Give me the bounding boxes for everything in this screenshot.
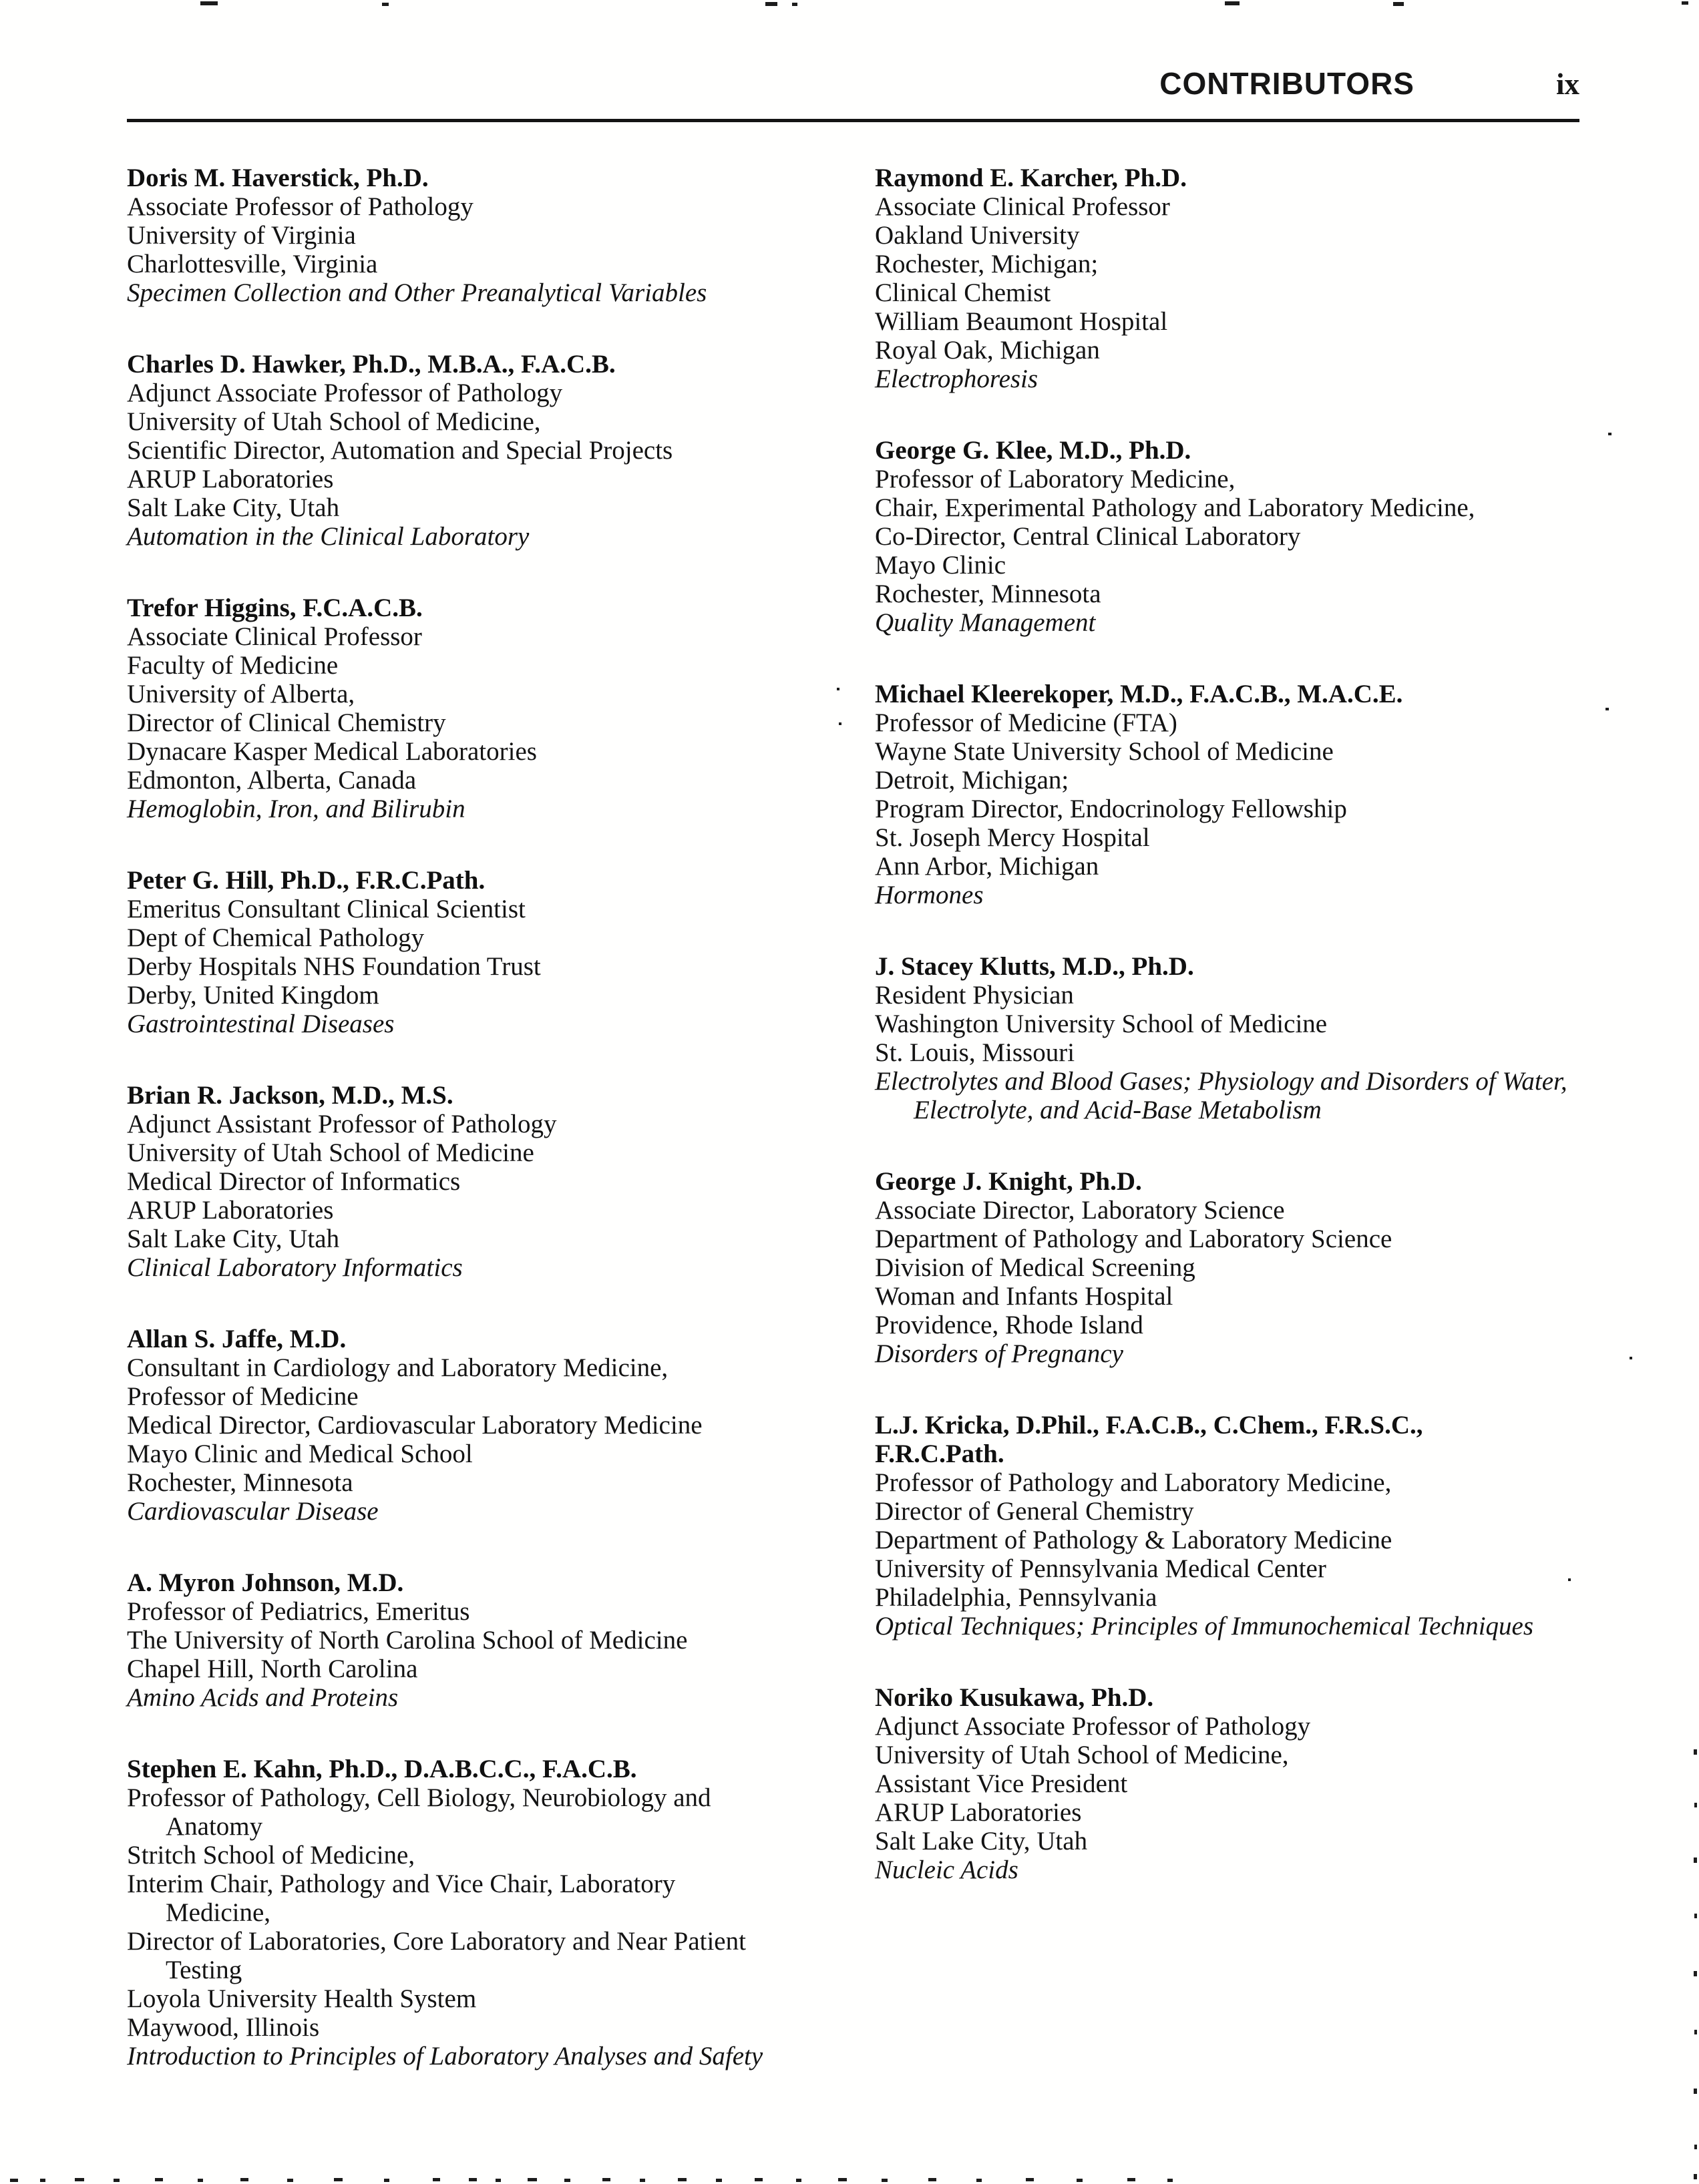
noise-mark bbox=[716, 2179, 722, 2182]
chapter-title: Electrolytes and Blood Gases; Physiology and Disorders of Water, bbox=[875, 1067, 1567, 1096]
chapter-title: Electrophoresis bbox=[875, 365, 1039, 393]
affiliation-line: University of Virginia bbox=[127, 221, 356, 250]
affiliation-line: Charlottesville, Virginia bbox=[127, 250, 378, 278]
noise-mark bbox=[796, 2179, 801, 2182]
chapter-title: Amino Acids and Proteins bbox=[127, 1683, 399, 1712]
affiliation-line: Chapel Hill, North Carolina bbox=[127, 1655, 418, 1683]
noise-mark bbox=[839, 722, 841, 725]
contributor-name: Noriko Kusukawa, Ph.D. bbox=[875, 1683, 1154, 1712]
affiliation-line: University of Pennsylvania Medical Center bbox=[875, 1554, 1326, 1583]
noise-mark bbox=[496, 2179, 501, 2182]
affiliation-line: St. Louis, Missouri bbox=[875, 1038, 1075, 1067]
chapter-title: Nucleic Acids bbox=[875, 1855, 1018, 1884]
noise-mark bbox=[114, 2179, 120, 2182]
affiliation-line: Woman and Infants Hospital bbox=[875, 1282, 1173, 1311]
affiliation-line: Co-Director, Central Clinical Laboratory bbox=[875, 522, 1301, 551]
contributor-name: George J. Knight, Ph.D. bbox=[875, 1167, 1142, 1196]
contributor-entry bbox=[875, 952, 1659, 1124]
noise-mark bbox=[528, 2178, 537, 2181]
noise-mark bbox=[240, 2178, 248, 2181]
noise-mark bbox=[1694, 1914, 1697, 1918]
noise-mark bbox=[765, 2, 777, 6]
affiliation-line: Salt Lake City, Utah bbox=[127, 1225, 340, 1253]
noise-mark bbox=[433, 2178, 440, 2181]
contributor-entry bbox=[875, 164, 1659, 393]
affiliation-line: Adjunct Assistant Professor of Pathology bbox=[127, 1110, 557, 1138]
affiliation-line: Associate Professor of Pathology bbox=[127, 192, 474, 221]
noise-mark bbox=[838, 2178, 847, 2181]
affiliation-line: Rochester, Michigan; bbox=[875, 250, 1099, 278]
noise-mark bbox=[1682, 1, 1688, 5]
affiliation-line: Rochester, Minnesota bbox=[875, 580, 1101, 608]
contributor-name: Raymond E. Karcher, Ph.D. bbox=[875, 164, 1187, 192]
noise-mark bbox=[287, 2179, 293, 2182]
contributor-entry bbox=[127, 1325, 875, 1526]
chapter-title: Clinical Laboratory Informatics bbox=[127, 1253, 463, 1282]
contributor-entry bbox=[127, 1755, 875, 2070]
chapter-title: Quality Management bbox=[875, 608, 1096, 637]
affiliation-line: William Beaumont Hospital bbox=[875, 307, 1168, 336]
contributor-name: George G. Klee, M.D., Ph.D. bbox=[875, 436, 1191, 465]
contributor-name: L.J. Kricka, D.Phil., F.A.C.B., C.Chem., F.R.S.C., bbox=[875, 1411, 1423, 1440]
chapter-title: Hemoglobin, Iron, and Bilirubin bbox=[127, 795, 465, 823]
contributor-name: J. Stacey Klutts, M.D., Ph.D. bbox=[875, 952, 1194, 981]
noise-mark bbox=[10, 2179, 18, 2182]
contributor-entry bbox=[875, 1411, 1659, 1641]
noise-mark bbox=[1225, 1, 1240, 5]
affiliation-line: Consultant in Cardiology and Laboratory Medicine, bbox=[127, 1353, 669, 1382]
contributor-entry bbox=[127, 350, 875, 551]
noise-mark bbox=[200, 1, 218, 5]
affiliation-line: Anatomy bbox=[166, 1812, 263, 1841]
contributor-entry bbox=[127, 866, 875, 1038]
affiliation-line: Maywood, Illinois bbox=[127, 2013, 320, 2042]
affiliation-line: Salt Lake City, Utah bbox=[127, 493, 340, 522]
column-left bbox=[127, 164, 875, 2113]
noise-mark bbox=[1694, 1971, 1697, 1976]
noise-mark bbox=[1393, 2, 1404, 6]
chapter-title: Cardiovascular Disease bbox=[127, 1497, 379, 1526]
affiliation-line: Professor of Medicine (FTA) bbox=[875, 708, 1177, 737]
contributor-entry bbox=[875, 436, 1659, 637]
noise-mark bbox=[1694, 2145, 1697, 2149]
contributor-name: Trefor Higgins, F.C.A.C.B. bbox=[127, 594, 423, 622]
affiliation-line: Adjunct Associate Professor of Pathology bbox=[875, 1712, 1311, 1741]
chapter-title: Optical Techniques; Principles of Immunochemical Techniques bbox=[875, 1612, 1534, 1641]
affiliation-line: Director of Clinical Chemistry bbox=[127, 708, 446, 737]
affiliation-line: Edmonton, Alberta, Canada bbox=[127, 766, 417, 795]
noise-mark bbox=[640, 2179, 645, 2182]
affiliation-line: ARUP Laboratories bbox=[127, 1196, 334, 1225]
noise-mark bbox=[1026, 2178, 1034, 2181]
contributor-entry bbox=[875, 1683, 1659, 1884]
page-header bbox=[127, 0, 1579, 101]
affiliation-line: Washington University School of Medicine bbox=[875, 1010, 1328, 1038]
noise-mark bbox=[384, 2179, 389, 2182]
noise-mark bbox=[469, 2178, 477, 2181]
contributor-name: F.R.C.Path. bbox=[875, 1440, 1004, 1468]
noise-mark bbox=[1606, 708, 1609, 710]
noise-mark bbox=[1694, 1858, 1697, 1863]
affiliation-line: Medical Director of Informatics bbox=[127, 1167, 461, 1196]
affiliation-line: Derby Hospitals NHS Foundation Trust bbox=[127, 952, 541, 981]
affiliation-line: Professor of Medicine bbox=[127, 1382, 359, 1411]
noise-mark bbox=[1608, 433, 1612, 435]
affiliation-line: University of Utah School of Medicine, bbox=[127, 407, 541, 436]
contributor-name: A. Myron Johnson, M.D. bbox=[127, 1568, 404, 1597]
contributor-name: Doris M. Haverstick, Ph.D. bbox=[127, 164, 429, 192]
affiliation-line: Faculty of Medicine bbox=[127, 651, 339, 680]
noise-mark bbox=[1077, 2179, 1083, 2182]
affiliation-line: Associate Clinical Professor bbox=[127, 622, 422, 651]
affiliation-line: The University of North Carolina School of Medicine bbox=[127, 1626, 688, 1655]
affiliation-line: Department of Pathology and Laboratory Science bbox=[875, 1225, 1392, 1253]
affiliation-line: Scientific Director, Automation and Special Projects bbox=[127, 436, 673, 465]
affiliation-line: Division of Medical Screening bbox=[875, 1253, 1195, 1282]
noise-mark bbox=[564, 2179, 570, 2182]
affiliation-line: Derby, United Kingdom bbox=[127, 981, 379, 1010]
affiliation-line: Chair, Experimental Pathology and Laboratory Medicine, bbox=[875, 493, 1475, 522]
affiliation-line: Mayo Clinic and Medical School bbox=[127, 1440, 473, 1468]
affiliation-line: Rochester, Minnesota bbox=[127, 1468, 353, 1497]
chapter-title: Gastrointestinal Diseases bbox=[127, 1010, 395, 1038]
affiliation-line: Providence, Rhode Island bbox=[875, 1311, 1143, 1339]
affiliation-line: Detroit, Michigan; bbox=[875, 766, 1069, 795]
affiliation-line: Assistant Vice President bbox=[875, 1769, 1128, 1798]
affiliation-line: Director of General Chemistry bbox=[875, 1497, 1194, 1526]
affiliation-line: University of Utah School of Medicine bbox=[127, 1138, 534, 1167]
contributor-entry bbox=[875, 680, 1659, 909]
noise-mark bbox=[1694, 1749, 1697, 1755]
noise-mark bbox=[334, 2178, 343, 2181]
columns-container bbox=[0, 164, 1699, 2113]
contributor-entry bbox=[127, 1568, 875, 1712]
affiliation-line: Interim Chair, Pathology and Vice Chair, Laboratory bbox=[127, 1870, 676, 1898]
affiliation-line: Loyola University Health System bbox=[127, 1984, 477, 2013]
noise-mark bbox=[1127, 2178, 1135, 2181]
page-title: CONTRIBUTORS bbox=[1159, 66, 1414, 101]
affiliation-line: Mayo Clinic bbox=[875, 551, 1006, 580]
affiliation-line: Oakland University bbox=[875, 221, 1080, 250]
noise-mark bbox=[1694, 2089, 1697, 2094]
contributor-entry bbox=[127, 594, 875, 823]
affiliation-line: University of Alberta, bbox=[127, 680, 355, 708]
contributor-name: Charles D. Hawker, Ph.D., M.B.A., F.A.C.B. bbox=[127, 350, 616, 379]
affiliation-line: Emeritus Consultant Clinical Scientist bbox=[127, 895, 526, 923]
affiliation-line: University of Utah School of Medicine, bbox=[875, 1741, 1289, 1769]
affiliation-line: Professor of Pathology and Laboratory Medicine, bbox=[875, 1468, 1392, 1497]
affiliation-line: Wayne State University School of Medicine bbox=[875, 737, 1334, 766]
noise-mark bbox=[928, 2178, 936, 2181]
affiliation-line: Professor of Pathology, Cell Biology, Neurobiology and bbox=[127, 1783, 711, 1812]
chapter-title: Automation in the Clinical Laboratory bbox=[127, 522, 530, 551]
affiliation-line: Director of Laboratories, Core Laboratory and Near Patient bbox=[127, 1927, 746, 1956]
chapter-title: Electrolyte, and Acid-Base Metabolism bbox=[914, 1096, 1322, 1124]
chapter-title: Disorders of Pregnancy bbox=[875, 1339, 1123, 1368]
affiliation-line: Testing bbox=[166, 1956, 242, 1984]
noise-mark bbox=[837, 688, 839, 690]
affiliation-line: Stritch School of Medicine, bbox=[127, 1841, 415, 1870]
noise-mark bbox=[602, 2178, 610, 2181]
affiliation-line: Department of Pathology & Laboratory Medicine bbox=[875, 1526, 1392, 1554]
noise-mark bbox=[1167, 2179, 1173, 2182]
affiliation-line: Resident Physician bbox=[875, 981, 1074, 1010]
contributor-name: Brian R. Jackson, M.D., M.S. bbox=[127, 1081, 453, 1110]
affiliation-line: Royal Oak, Michigan bbox=[875, 336, 1100, 365]
affiliation-line: ARUP Laboratories bbox=[875, 1798, 1082, 1827]
contributor-entry bbox=[875, 1167, 1659, 1368]
contributor-name: Michael Kleerekoper, M.D., F.A.C.B., M.A.C.E. bbox=[875, 680, 1403, 708]
noise-mark bbox=[1694, 1803, 1697, 1807]
affiliation-line: Adjunct Associate Professor of Pathology bbox=[127, 379, 563, 407]
chapter-title: Specimen Collection and Other Preanalytical Variables bbox=[127, 278, 707, 307]
affiliation-line: Professor of Laboratory Medicine, bbox=[875, 465, 1236, 493]
noise-mark bbox=[1630, 1357, 1632, 1359]
affiliation-line: ARUP Laboratories bbox=[127, 465, 334, 493]
affiliation-line: Program Director, Endocrinology Fellowship bbox=[875, 795, 1347, 823]
chapter-title: Hormones bbox=[875, 881, 984, 909]
header-rule bbox=[127, 119, 1579, 122]
affiliation-line: Clinical Chemist bbox=[875, 278, 1051, 307]
chapter-title: Introduction to Principles of Laboratory Analyses and Safety bbox=[127, 2042, 763, 2070]
noise-mark bbox=[382, 3, 389, 6]
contributor-entry bbox=[127, 164, 875, 307]
affiliation-line: Medical Director, Cardiovascular Laboratory Medicine bbox=[127, 1411, 703, 1440]
noise-mark bbox=[198, 2179, 203, 2182]
affiliation-line: Salt Lake City, Utah bbox=[875, 1827, 1088, 1855]
column-right bbox=[875, 164, 1659, 2113]
noise-mark bbox=[1568, 1578, 1571, 1581]
noise-mark bbox=[755, 2178, 763, 2181]
affiliation-line: Associate Director, Laboratory Science bbox=[875, 1196, 1285, 1225]
contributor-entry bbox=[127, 1081, 875, 1282]
noise-mark bbox=[1694, 2030, 1697, 2034]
noise-mark bbox=[678, 2178, 687, 2181]
affiliation-line: Associate Clinical Professor bbox=[875, 192, 1170, 221]
affiliation-line: Ann Arbor, Michigan bbox=[875, 852, 1099, 881]
noise-mark bbox=[40, 2179, 45, 2182]
noise-mark bbox=[155, 2178, 163, 2181]
affiliation-line: Dynacare Kasper Medical Laboratories bbox=[127, 737, 537, 766]
affiliation-line: Philadelphia, Pennsylvania bbox=[875, 1583, 1157, 1612]
contributor-name: Allan S. Jaffe, M.D. bbox=[127, 1325, 347, 1353]
affiliation-line: Dept of Chemical Pathology bbox=[127, 923, 425, 952]
noise-mark bbox=[882, 2179, 888, 2182]
contributor-name: Peter G. Hill, Ph.D., F.R.C.Path. bbox=[127, 866, 486, 895]
noise-mark bbox=[976, 2179, 982, 2182]
noise-mark bbox=[792, 3, 797, 6]
affiliation-line: St. Joseph Mercy Hospital bbox=[875, 823, 1150, 852]
affiliation-line: Professor of Pediatrics, Emeritus bbox=[127, 1597, 470, 1626]
contributor-name: Stephen E. Kahn, Ph.D., D.A.B.C.C., F.A.C.B. bbox=[127, 1755, 637, 1783]
affiliation-line: Medicine, bbox=[166, 1898, 271, 1927]
noise-mark bbox=[75, 2178, 84, 2181]
page-number: ix bbox=[1555, 67, 1579, 101]
noise-mark bbox=[1694, 2174, 1697, 2179]
